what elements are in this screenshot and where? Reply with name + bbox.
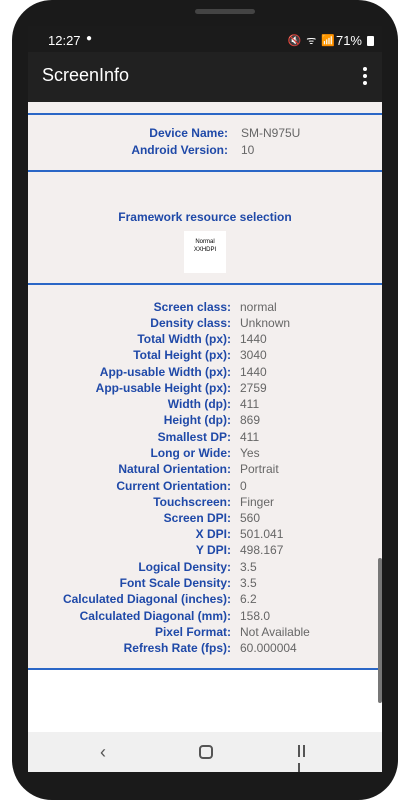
metric-value: 411 [240,430,260,444]
info-panel [28,102,382,670]
home-icon[interactable] [199,745,213,759]
metric-row [28,300,382,316]
device-name-label: Device Name: [149,126,228,140]
speaker-grille [195,9,255,14]
metric-value: 3.5 [240,576,257,590]
metric-label: Total Width (px): [137,332,231,346]
metric-label: Refresh Rate (fps): [123,641,231,655]
metric-label: Font Scale Density: [119,576,231,590]
metric-row [28,495,382,511]
divider [28,283,382,285]
metric-value: 2759 [240,381,267,395]
framework-image-line2: XXHDPI [193,247,217,253]
metric-label: Calculated Diagonal (inches): [62,592,231,606]
metric-row [28,462,382,478]
metric-label: App-usable Height (px): [95,381,231,395]
battery-percentage: 71% [335,33,362,48]
screen [28,26,382,772]
empty-area [28,670,382,732]
metric-value: 3.5 [240,560,257,574]
battery-icon [367,36,374,46]
metric-row [28,413,382,429]
metric-row [28,348,382,364]
metric-value: 0 [240,479,247,493]
metric-row [28,397,382,413]
metric-label: Y DPI: [195,543,231,557]
metric-row [28,332,382,348]
metric-row [28,430,382,446]
device-name-row [28,126,382,142]
metric-value: 158.0 [240,609,271,623]
metric-row [28,365,382,381]
metric-label: X DPI: [195,527,231,541]
android-version-value: 10 [241,143,255,157]
metric-value: Portrait [240,462,279,476]
metric-label: Calculated Diagonal (mm): [79,609,231,623]
status-time: 12:27 [48,33,81,48]
metric-value: 501.041 [240,527,284,541]
metric-value: 560 [240,511,261,525]
metric-label: Pixel Format: [154,625,231,639]
metric-value: 1440 [240,365,267,379]
scrollbar[interactable] [378,558,382,703]
metric-row [28,527,382,543]
metric-value: 498.167 [240,543,284,557]
metric-label: Height (dp): [163,413,231,427]
content-area[interactable] [28,102,382,732]
app-title: ScreenInfo [42,65,130,85]
metric-row [28,511,382,527]
metric-row [28,446,382,462]
metric-row [28,543,382,559]
overflow-menu-icon[interactable] [362,67,368,87]
metric-label: Total Height (px): [133,348,231,362]
metric-row [28,560,382,576]
metric-label: Current Orientation: [116,479,231,493]
metric-row [28,641,382,657]
android-version-row [28,143,382,159]
metric-label: Touchscreen: [153,495,231,509]
framework-title: Framework resource selection [118,210,292,224]
metric-value: normal [240,300,277,314]
metric-row [28,625,382,641]
metric-row [28,381,382,397]
status-icons: 🔇 ᯤ 📶 [287,35,336,47]
metric-label: Smallest DP: [157,430,231,444]
app-bar [28,52,382,102]
divider [28,170,382,172]
framework-resource-image [184,231,226,273]
navigation-bar [28,732,382,772]
metric-value: Not Available [240,625,310,639]
metric-label: Width (dp): [167,397,231,411]
metric-value: 1440 [240,332,267,346]
metric-value: 3040 [240,348,267,362]
divider [28,113,382,115]
device-name-value: SM-N975U [241,126,301,140]
status-bar [28,26,382,52]
metric-label: App-usable Width (px): [99,365,231,379]
notification-dot-icon: ● [86,33,93,44]
metric-value: Yes [240,446,260,460]
metric-row [28,576,382,592]
metric-row [28,592,382,608]
metric-value: 869 [240,413,261,427]
android-version-label: Android Version: [131,143,228,157]
metric-value: 411 [240,397,260,411]
back-icon[interactable]: ‹ [100,742,106,762]
metric-label: Natural Orientation: [118,462,231,476]
metric-label: Screen DPI: [163,511,231,525]
framework-image-line1: Normal [195,239,215,245]
metric-value: Finger [240,495,275,509]
metric-row [28,316,382,332]
metric-label: Screen class: [153,300,231,314]
metric-value: 6.2 [240,592,257,606]
metric-row [28,609,382,625]
metric-row [28,479,382,495]
metric-label: Logical Density: [138,560,231,574]
recents-icon[interactable] [298,744,312,758]
metric-label: Long or Wide: [150,446,231,460]
metric-value: Unknown [240,316,291,330]
metric-label: Density class: [150,316,231,330]
metric-value: 60.000004 [240,641,297,655]
